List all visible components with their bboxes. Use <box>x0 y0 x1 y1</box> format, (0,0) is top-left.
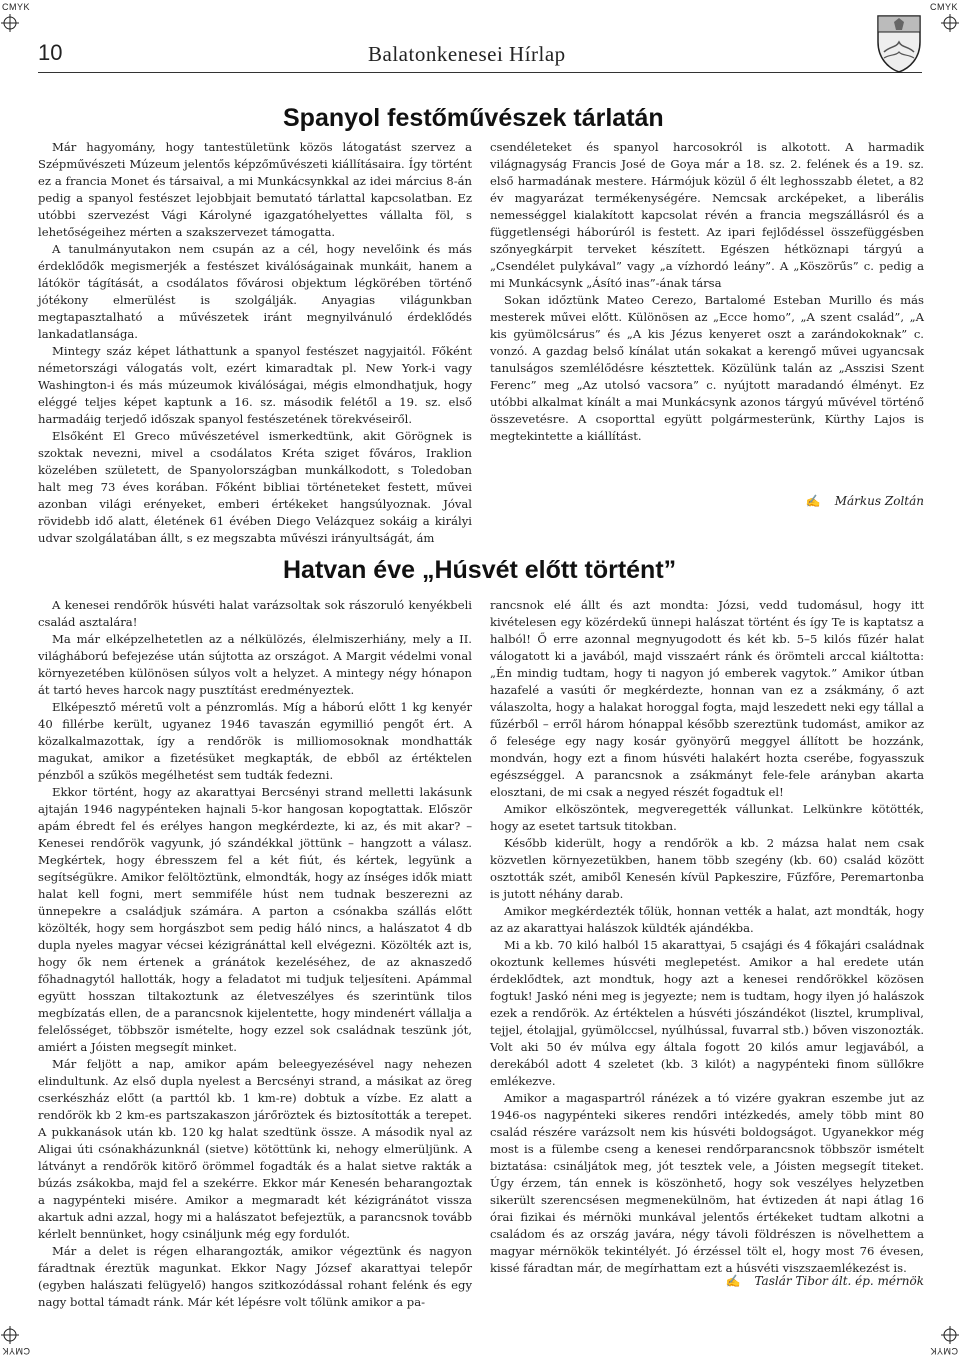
paragraph: Már hagyomány, hogy tantestületünk közös látogatást szervez a Szépművészeti Múzeum jelentős képzőművészeti kiállításaira. Így történt ez a francia Monet és társaival, a mi Munkácsynkkal az idei március 8-án pedig a spanyol festészet lejobbjait bemutató tárlattal kapcsolatban. Ez utóbbi szervezést Vági Károlyné igazgatóhelyettes vállalta föl, s lehetőségeihez mérten a szakszervezet támogatta. <box>38 140 472 239</box>
paragraph: Már feljött a nap, amikor apám beleegyezésével nagy nehezen elindultunk. Az első dupla nyelest a Bercsényi strand, a másikat az öreg cserkészház előtt (a parttól kb. 1 km-re) dobtuk a vízbe. Ez alatt a rendőrök kb 2 km-es partszakaszon járőröztek és biztosították a terepet. A pukkanások után kb. 120 kg halat szedtünk össze. A második nyal az Aligai úti csónakházunknál (sietve) kötöttünk ki, nehogy elmerüljünk. A látványt a rendőrök kitörő örömmel fogadták és a halat sietve rakták a búzás zsákokba, majd fel a szekérre. Ekkor már Kenesén beharangoztak a nagypénteki misére. Amikor a megmaradt két kézigránátot vissza akartuk adni azzal, hogy mi a halászatot befejeztük, a parancsnok tovább kérlelt bennünket, hogy csináljunk még egy fordulót. <box>38 1057 472 1241</box>
author-signature <box>726 1274 924 1288</box>
paragraph: Amikor elköszöntek, megveregették vállunkat. Lelkünkre kötötték, hogy az esetet tartsuk titokban. <box>490 802 924 833</box>
paragraph: Ekkor történt, hogy az akarattyai Bercsényi strand melletti lakásunk ajtaján 1946 nagypénteken hajnali 5-kor hangosan kopogtattak. Először apám ébredt fel és erélyes hangon megkérdezte, ki az, és mit akar? – Kenesei rendőrök vagyunk, jó szándékkal jöttünk – hangzott a válasz. Megkértek, hogy ébresszem fel a két fiút, és kértek, legyünk a segítségükre. Amikor felöltöztünk, elmondták, hogy az ínséges idők miatt halat kell fogni, mert semmiféle húst nem tudnak beszerezni az ünnepekre a családjuk számára. A parton a csónakba szállás előtt közölték, hogy sem horgászbot sem pedig háló nincs, a halászatot 4 db dupla nyeles magyar vécsei kézigránáttal kell elvégezni. Közölték azt is, hogy ők nem értenek a gránátok kezeléséhez, de az aknaszedő főhadnagytól hallották, hogy a feladatot mi tudjuk teljesíteni. Apámmal együtt hosszan tiltakoztunk az életveszélyes és szerintünk tilos megbízatás ellen, de a parancsnok kijelentette, hogy mindenért vállalja a felelősséget, többször ismételte, hogy ezzel sok családnak teszünk jót, amiért a Jóisten megsegít minket. <box>38 785 472 1054</box>
author-name: Taslár Tibor ált. ép. mérnök <box>754 1274 924 1288</box>
registration-crosshair-icon <box>1 1326 19 1344</box>
paragraph: csendéleteket és spanyol harcosokról is alkotott. A harmadik világnagyság Francis José de Goya már a 18. sz. 2. felének és a 19. sz. első harmadának mestere. Hármójuk közül ő élt leghosszabb életet, a 82 év magyarázat termékenységére. Nemcsak arcképeket, a liberális nemességgel kialakított kapcsolat révén a francia megszállásról és a függetlenségi háborúról is festett. Az ipari fejlődéssel összefüggésben szőnyegkárpit terveket készített. Egészen hétköznapi tárgyú a „Csendélet pulykával” vagy „a vízhordó leány”. A „Köszörűs” c. pedig a mi Munkácsynk „Ásító inas”-ának társa <box>490 140 924 290</box>
article-title: Hatvan éve „Húsvét előtt történt” <box>283 556 677 584</box>
paragraph: Sokan időztünk Mateo Cerezo, Bartalomé Esteban Murillo és más mesterek művei előtt. Különösen az „Ecce homo”, „A szent család”, „A kis gyümölcsárus” és „A kis Jézus kenyeret oszt a zarándokoknak” c. vonzó. A gazdag belső kínálat után sokakat a kerengő művei ugyancsak tanulságos szemlélődésre késztettek. Közülünk talán az „Asszisi Szent Ferenc” meg „Az utolsó vacsora” c. nyújtott maradandó élményt. Ez utóbbi alkalmat kínált a mai Munkácsynk azonos tárgyú művével történő összevetésre. A csoporttal együtt polgármesterünk, Kürthy Lajos is megtekintette a kiállítást. <box>490 293 924 443</box>
paragraph: rancsnok elé állt és azt mondta: Józsi, vedd tudomásul, hogy itt kivételesen egy közérdekű ünnepi halászat történt és így Te is kaptatsz a halból! Ő erre azonnal megnyugodott és két kb. 5–5 kilós fűzér halat válogatott ki a javából, majd visszaért ránk és örömteli arccal kiáltotta: „Én mindig tudtam, hogy ti nagyon jó emberek vagytok.” Amikor útban hazafelé a vasúti őr megkérdezte, honnan van ez a zsákmány, ő azt válaszolta, hogy a halakat horoggal fogta, majd leszedett neki egy tállal a fűzérből – erről három hónappal később szereztünk tudomást, amikor az ő felesége egy nagy kosár gyönyörű meggyel állított be hozzánk, mondván, hogy ezt a finom húsvéti halakért hozta cserébe, fogyasszuk egészséggel. A parancsnok a zsákmányt fele-fele arányban akarta elosztani, de mi csak a negyed részét fogadtuk el! <box>490 598 924 799</box>
paragraph: Mintegy száz képet láthattunk a spanyol festészet nagyjaitól. Főként németországi válogatás volt, ezért kimaradtak pl. New York-i vagy Washington-i és más múzeumok kiválóságai, mégis elmondhatjuk, hogy eléggé teljes képet kaptunk a 16. sz. második felétől a 19. sz. első harmadáig terjedő időszak spanyol festészetének törekvéseiről. <box>38 344 472 426</box>
paragraph: Később kiderült, hogy a rendőrök a kb. 2 mázsa halat nem csak közvetlen környezetükben, hanem több szegény (kb. 60) család között osztották szét, amiből Kenesén kívül Papkeszire, Fűzfőre, Peremartonba is jutott néhány darab. <box>490 836 924 901</box>
registration-crosshair-icon <box>941 14 959 32</box>
article-column <box>490 597 924 1277</box>
paragraph: Már a delet is régen elharangozták, amikor végeztünk és nagyon fáradtnak éreztük magunkat. Ekkor Nagy József akarattyai telepőr (egyben halászati felügyelő) hangos szitkozódással rohant felénk és egy nagy bottal támadt ránk. Már két lépésre volt tőlünk amikor a pa- <box>38 1244 472 1309</box>
paragraph: Elsőként El Greco művészetével ismerkedtünk, akit Görögnek is szoktak nevezni, mivel a csodálatos Kréta sziget főváros, Iraklion közelében született, de Spanyolországban munkálkodott, s Toledoban halt meg 73 éves korában. Főként bibliai történeteket festett, művei azonban világi erényeket, emberi értékeket hangsúlyoznak. Jóval rövidebb idő alatt, életének 61 évében Diego Velázquez sokáig a királyi udvar szolgálatában állt, s ez megszabta művészi irányultságát, ám <box>38 429 472 545</box>
paragraph: A kenesei rendőrök húsvéti halat varázsoltak sok rászoruló kenyékbeli család asztalára! <box>38 598 472 629</box>
print-mark-cmyk: CMYK <box>2 2 31 12</box>
article-title: Spanyol festőművészek tárlatán <box>283 104 664 132</box>
paragraph: A tanulmányutakon nem csupán az a cél, hogy nevelőink és más érdeklődők megismerjék a festészet kiválóságainak munkáit, hanem a látókör tágítását, a csodálatos fővárosi objektum légkörében történő jótékony elmerülést is szolgálják. Anyagias világunkban megtapasztalható a művészetek iránt megnyilvánuló érdeklődés lankadatlansága. <box>38 242 472 341</box>
paragraph: Mi a kb. 70 kiló halból 15 akarattyai, 5 csajági és 4 főkajári családnak okoztunk kellemes húsvéti meglepetést. Amikor a hal eredete után érdeklődtek, azt mondtuk, hogy azt a kenesei rendőrökkel közösen fogtuk! Jaskó néni meg is jegyezte; nem is tudtam, hogy ilyen jó halászok ezek a rendőrök. Az értéktelen a húsvéti jószándékot (lisztel, krumplival, tejjel, étolajjal, gyümölccsel, nyúlhússal, fuvarral stb.) bőven viszonozták. Volt aki 50 év múlva egy általa fogott 20 kilós amur legjavából, a derekából adott 4 szeletet (kb. 3 kilót) a nagypénteki finom süllőkre emlékezve. <box>490 938 924 1088</box>
author-signature <box>806 494 924 508</box>
registration-crosshair-icon <box>1 14 19 32</box>
paragraph: Ma már elképzelhetetlen az a nélkülözés, élelmiszerhiány, mely a II. világháború befejezése után sújtotta az országot. A Margit védelmi vonal környezetében különösen súlyos volt a helyzet. A mintegy négy hónapon át tartó heves harcok nagy pusztítást eredményeztek. <box>38 632 472 697</box>
page-number: 10 <box>38 40 63 65</box>
paragraph: Amikor a magaspartról ránézek a tó vizére gyakran eszembe jut az 1946-os nagypénteki sikeres rendőri intézkedés, amely több mint 80 család részére varázsolt nem kis húsvéti boldogságot. Ugyanekkor még most is a fülembe cseng a kenesei rendőrparancsnok többször ismételt biztatása: csináljátok meg, jót tesztek vele, a Jóisten megsegít titeket. Úgy érzem, tán ennek is köszönhető, hogy sok veszélyes helyzetben sikerült szerencsésen megmenekülnöm, hat évtizeden át napi átlag 16 órai fizikai és mérnöki munkával jelentős értékeket tudtam alkotni a családom és az ország javára, négy távoli földrészen is növelhettem a magyar mérnökök tekintélyét. Jó érzéssel tölt el, hogy most 76 évesen, kissé fáradtan már, de megírhattam ezt a húsvéti viszszaemlékezést is. <box>490 1091 924 1275</box>
article-column <box>38 139 472 547</box>
print-mark-cmyk: CMYK <box>2 1346 31 1356</box>
pen-nib-icon: ✍ <box>805 494 821 508</box>
paragraph: Elképesztő méretű volt a pénzromlás. Míg a háború előtt 1 kg kenyér 40 fillérbe került, ugyanez 1946 tavaszán egymillió pengőt ért. A közalkalmazottak, így a rendőrök is milliomosoknak mondhatták magukat, amikor a fizetésüket megkapták, de ebből az értéktelen pénzből a szűkös megélhetést sem tudták fedezni. <box>38 700 472 782</box>
paragraph: Amikor megkérdezték tőlük, honnan vették a halat, azt mondták, hogy az az akarattyai halászok küldték ajándékba. <box>490 904 924 935</box>
registration-crosshair-icon <box>941 1326 959 1344</box>
pen-nib-icon: ✍ <box>725 1274 741 1288</box>
article-column <box>38 597 472 1311</box>
print-mark-cmyk: CMYK <box>929 1346 958 1356</box>
article-column <box>490 139 924 445</box>
page-header <box>38 40 922 73</box>
print-mark-cmyk: CMYK <box>929 2 958 12</box>
newspaper-name: Balatonkenesei Hírlap <box>368 42 566 66</box>
coat-of-arms-icon <box>874 12 924 74</box>
author-name: Márkus Zoltán <box>834 494 924 508</box>
